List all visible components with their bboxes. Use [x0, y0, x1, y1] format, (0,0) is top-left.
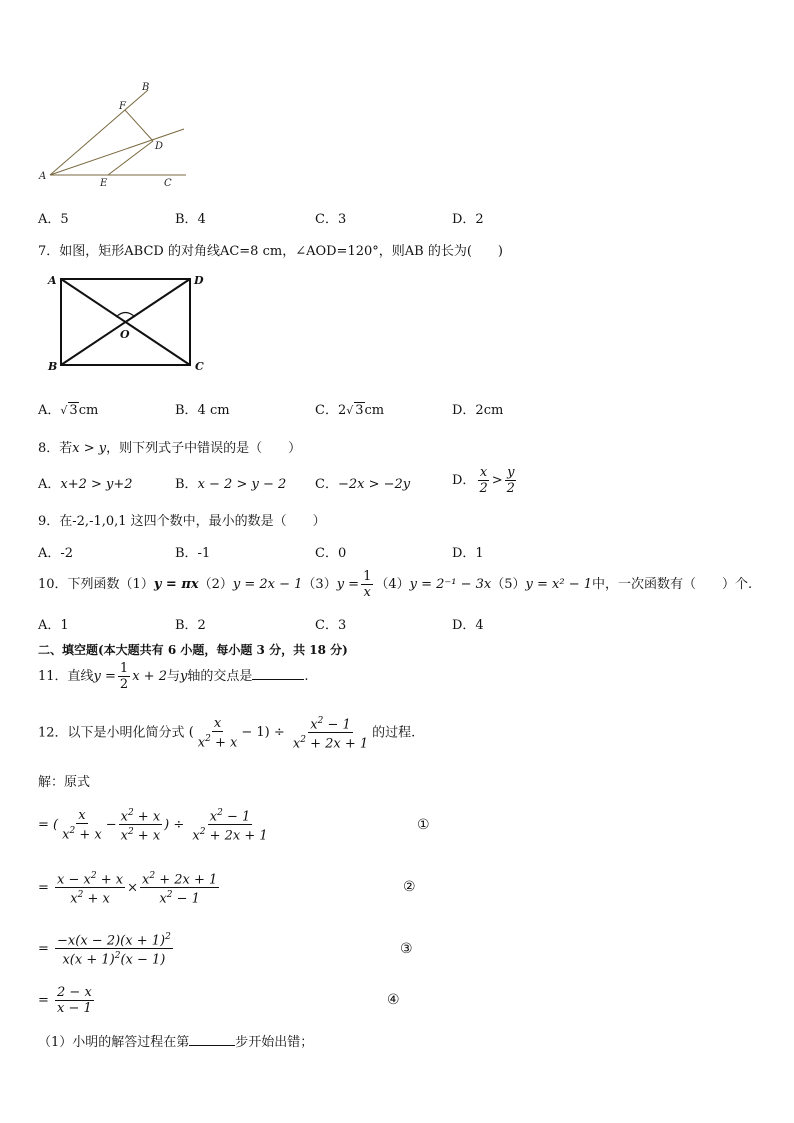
fig7-label-b: B	[48, 360, 58, 373]
q12-step-2: = $\frac{x - x^2 + x}{x^2 + x}$ × $\frac{x^2 + 2x + 1}{x^2 - 1}$	[38, 871, 218, 907]
step-marker-4: ④	[387, 992, 400, 1008]
q7-option-a: A．√ 3cm	[38, 403, 99, 418]
fig7-label-o: O	[120, 328, 130, 341]
geometry-figure-q6	[36, 78, 196, 193]
q9-option-b: B．-1	[175, 546, 211, 561]
q9-option-d: D．1	[452, 546, 484, 561]
step-marker-1: ①	[417, 817, 430, 833]
q12-step-4: = $\frac{2 - x}{x - 1}$	[38, 985, 92, 1016]
q11-answer-blank	[252, 667, 304, 680]
rectangle-figure-q7	[40, 268, 215, 378]
q11-stem: 11．直线y = $\frac{1}{2}$ x + 2与y轴的交点是 .	[38, 661, 309, 692]
q12-stem: 12．以下是小明化简分式 ( $\frac{x}{x^2 + x}$ − 1) ÷ $\frac{x^2 - 1}{x^2 + 2x + 1}$ 的过程.	[38, 715, 416, 752]
q12-step-1: = ( $\frac{x}{x^2 + x}$ − $\frac{x^2 + x}{x^2 + x}$ ) ÷ $\frac{x^2 - 1}{x^2 + 2x + 1}$	[38, 807, 268, 844]
q9-option-a: A．-2	[38, 546, 74, 561]
q7-option-c: C．2√ 3cm	[315, 403, 385, 418]
q8-option-a: A．x+2 > y+2	[38, 477, 133, 492]
q8-option-b: B．x − 2 > y − 2	[175, 477, 287, 492]
step-marker-2: ②	[403, 879, 416, 895]
fig6-label-f: F	[119, 101, 126, 112]
fig7-label-a: A	[48, 274, 57, 287]
q12-step-3: = $\frac{-x(x - 2)(x + 1)^2}{x(x + 1)^2(x - 1)}$	[38, 932, 171, 968]
fig7-label-d: D	[194, 274, 204, 287]
q10-option-d: D．4	[452, 618, 484, 633]
step-marker-3: ③	[400, 941, 413, 957]
q12-sub1-answer-blank	[189, 1033, 235, 1046]
q7-option-d: D．2cm	[452, 403, 504, 418]
q10-option-c: C．3	[315, 618, 347, 633]
q8-option-c: C．−2x > −2y	[315, 477, 411, 492]
q8-stem: 8．若x > y，则下列式子中错误的是（ ）	[38, 441, 302, 456]
q12-solution-label: 解：原式	[38, 775, 91, 790]
fig7-label-c: C	[195, 360, 204, 373]
q12-expression: ( $\frac{x}{x^2 + x}$ − 1) ÷ $\frac{x^2 - 1}{x^2 + 2x + 1}$	[188, 715, 369, 752]
q12-subquestion-1: （1）小明的解答过程在第 步开始出错；	[38, 1035, 314, 1050]
q6-option-b: B．4	[175, 212, 206, 227]
q9-stem: 9．在-2,-1,0,1 这四个数中，最小的数是（ ）	[38, 514, 326, 529]
section-title-fill-blank: 二、填空题(本大题共有 6 小题，每小题 3 分，共 18 分)	[38, 643, 348, 657]
q6-option-d: D．2	[452, 212, 484, 227]
fig6-label-c: C	[164, 178, 172, 189]
fig6-label-a: A	[39, 171, 47, 182]
q10-stem: 10．下列函数（1）y = πx（2）y = 2x − 1（3）y = $\frac{1}{x}$ （4）y = 2⁻¹ − 3x（5）y = x² − 1中，一次函数有（ ）个.	[38, 569, 753, 600]
q6-option-c: C．3	[315, 212, 347, 227]
fig6-label-d: D	[155, 141, 164, 152]
q7-option-b: B．4 cm	[175, 403, 230, 418]
fig6-label-e: E	[100, 178, 108, 189]
q9-option-c: C．0	[315, 546, 347, 561]
q6-option-a: A．5	[38, 212, 69, 227]
q10-option-b: B．2	[175, 618, 206, 633]
fig6-label-b: B	[142, 82, 150, 93]
q7-stem: 7．如图，矩形ABCD 的对角线AC=8 cm，∠AOD=120°，则AB 的长为( )	[38, 244, 503, 259]
q10-option-a: A．1	[38, 618, 69, 633]
q8-option-d: D． $\frac{x}{2}$ > $\frac{y}{2}$	[452, 465, 515, 496]
